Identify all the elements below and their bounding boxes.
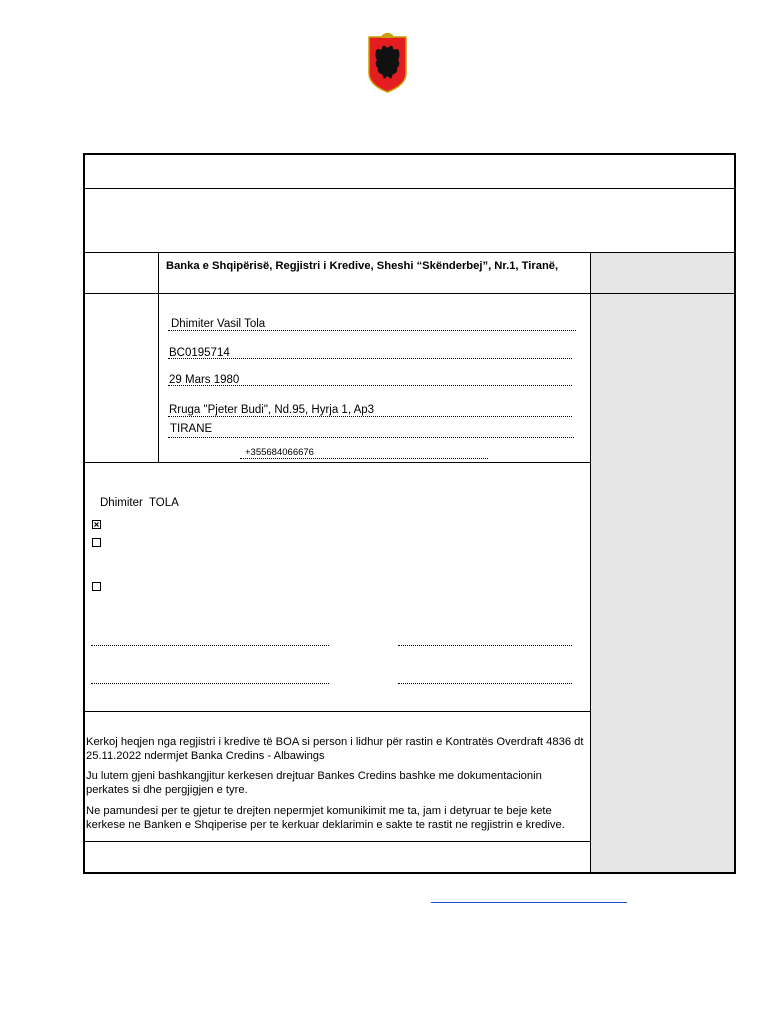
row-divider [83,841,591,842]
row-divider [83,188,736,189]
date-dotted-line-2 [398,683,572,684]
signatory-name: Dhimiter TOLA [100,497,179,509]
applicant-name: Dhimiter Vasil Tola [171,318,266,330]
row-divider [83,462,591,463]
option-checkbox-3[interactable] [92,582,101,591]
table-border-left [83,153,85,874]
row-divider [83,711,591,712]
request-paragraph-1: Kerkoj heqjen nga regjistri i kredive të BOA si person i lidhur për rastin e Kontratës Overdraft 4836 dt 25.11.2022 ndermjet Banka Credins - Albawings [86,736,584,762]
side-panel [591,253,735,873]
applicant-phone: +355684066676 [245,447,314,458]
check-x-icon [93,521,102,530]
column-divider-left [158,252,159,463]
table-border-bottom [83,872,736,874]
coat-of-arms-emblem [368,33,407,93]
signature-dotted-line-2 [91,683,329,684]
city-dotted-line [168,437,574,438]
row-divider [83,293,736,294]
option-checkbox-1[interactable] [92,520,101,529]
applicant-birth-date: 29 Mars 1980 [169,374,240,386]
signature-dotted-line-1 [91,645,329,646]
date-dotted-line-1 [398,645,572,646]
table-border-right [734,153,736,874]
applicant-city: TIRANE [170,423,213,435]
hyperlink-underline[interactable] [431,902,627,903]
column-divider-right [590,252,591,873]
request-paragraph-2: Ju lutem gjeni bashkangjitur kerkesen drejtuar Bankes Credins bashke me dokumentacionin perkates si dhe pergjigjen e tyre. [86,770,542,796]
address-dotted-line [168,416,572,417]
birth-date-dotted-line [168,385,572,386]
applicant-address: Rruga "Pjeter Budi", Nd.95, Hyrja 1, Ap3 [169,404,375,416]
row-divider [83,252,736,253]
applicant-id-number: BC0195714 [169,347,230,359]
option-checkbox-2[interactable] [92,538,101,547]
id-dotted-line [168,358,572,359]
name-dotted-line [168,330,576,331]
eagle-icon [368,33,407,93]
table-border-top [83,153,736,155]
request-paragraph-3: Ne pamundesi per te gjetur te drejten nepermjet komunikimit me ta, jam i detyruar te beje kete kerkese ne Banken e Shqiperise per te kerkuar deklarimin e sakte te rastit ne regjistrin e kredive. [86,805,565,831]
phone-dotted-line [240,458,488,459]
recipient-address: Banka e Shqipërisë, Regjistri i Kredive, Sheshi “Skënderbej”, Nr.1, Tiranë, [166,260,559,272]
